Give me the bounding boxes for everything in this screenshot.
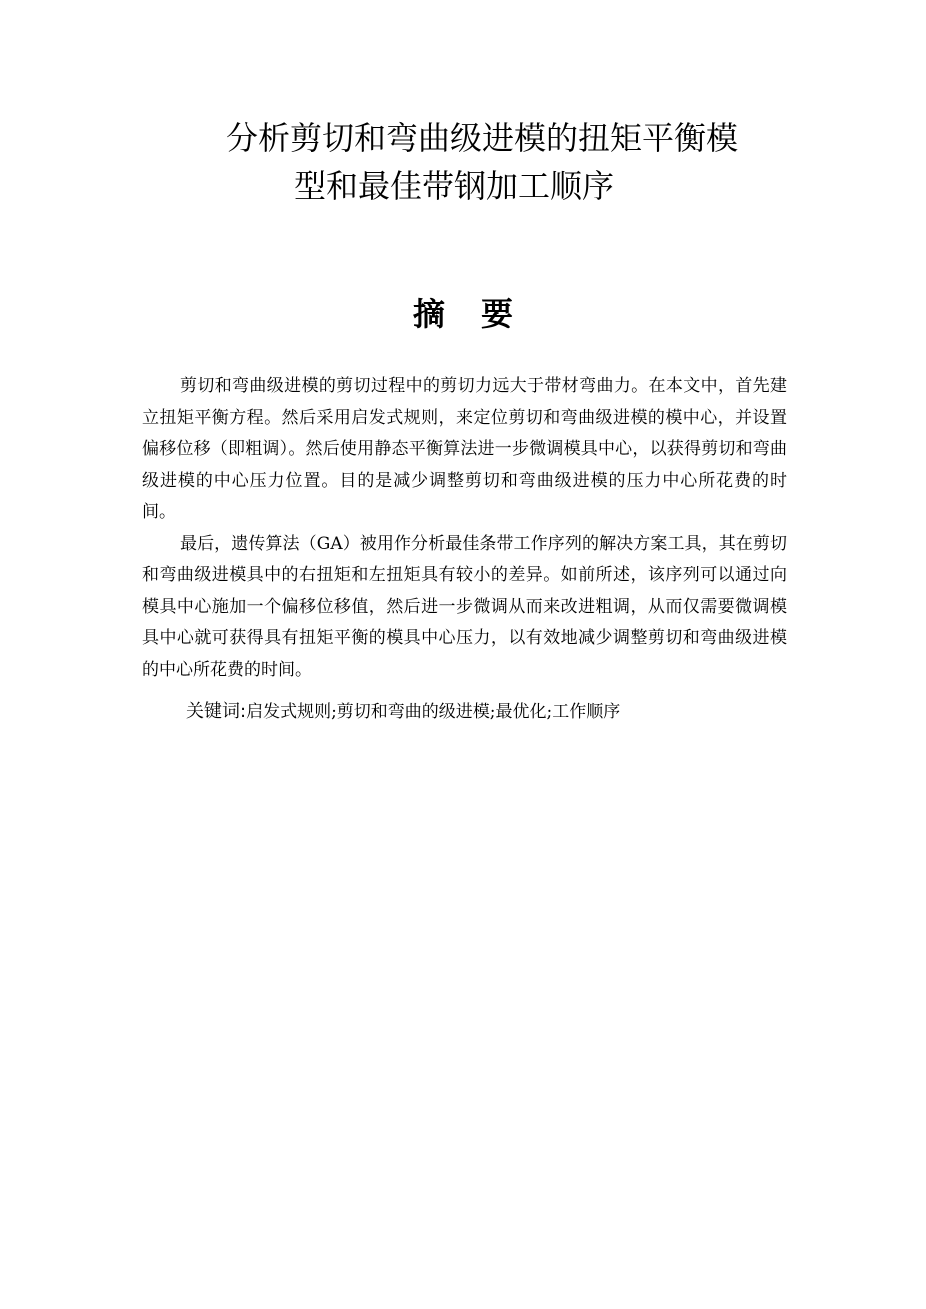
paper-title-line-2: 型和最佳带钢加工顺序 — [294, 167, 615, 205]
abstract-body — [142, 371, 787, 728]
abstract-heading: 摘要 — [412, 295, 549, 333]
abstract-paragraph-1: 剪切和弯曲级进模的剪切过程中的剪切力远大于带材弯曲力。在本文中，首先建立扭矩平衡方程。然后采用启发式规则，来定位剪切和弯曲级进模的模中心，并设置偏移位移（即粗调）。然后使用静态平衡算法进一步微调模具中心，以获得剪切和弯曲级进模的中心压力位置。目的是减少调整剪切和弯曲级进模的压力中心所花费的时间。 — [142, 376, 787, 522]
abstract-paragraph-2: 最后，遗传算法（GA）被用作分析最佳条带工作序列的解决方案工具，其在剪切和弯曲级进模具中的右扭矩和左扭矩具有较小的差异。如前所述，该序列可以通过向模具中心施加一个偏移位移值，然后进一步微调从而来改进粗调，从而仅需要微调模具中心就可获得具有扭矩平衡的模具中心压力，以有效地减少调整剪切和弯曲级进模的中心所花费的时间。 — [142, 533, 787, 680]
paper-title-line-1: 分析剪切和弯曲级进模的扭矩平衡模 — [226, 119, 739, 157]
keywords-line — [142, 696, 787, 728]
keywords-value: 启发式规则;剪切和弯曲的级进模;最优化;工作顺序 — [246, 702, 621, 722]
keywords-label: 关键词: — [186, 701, 247, 722]
